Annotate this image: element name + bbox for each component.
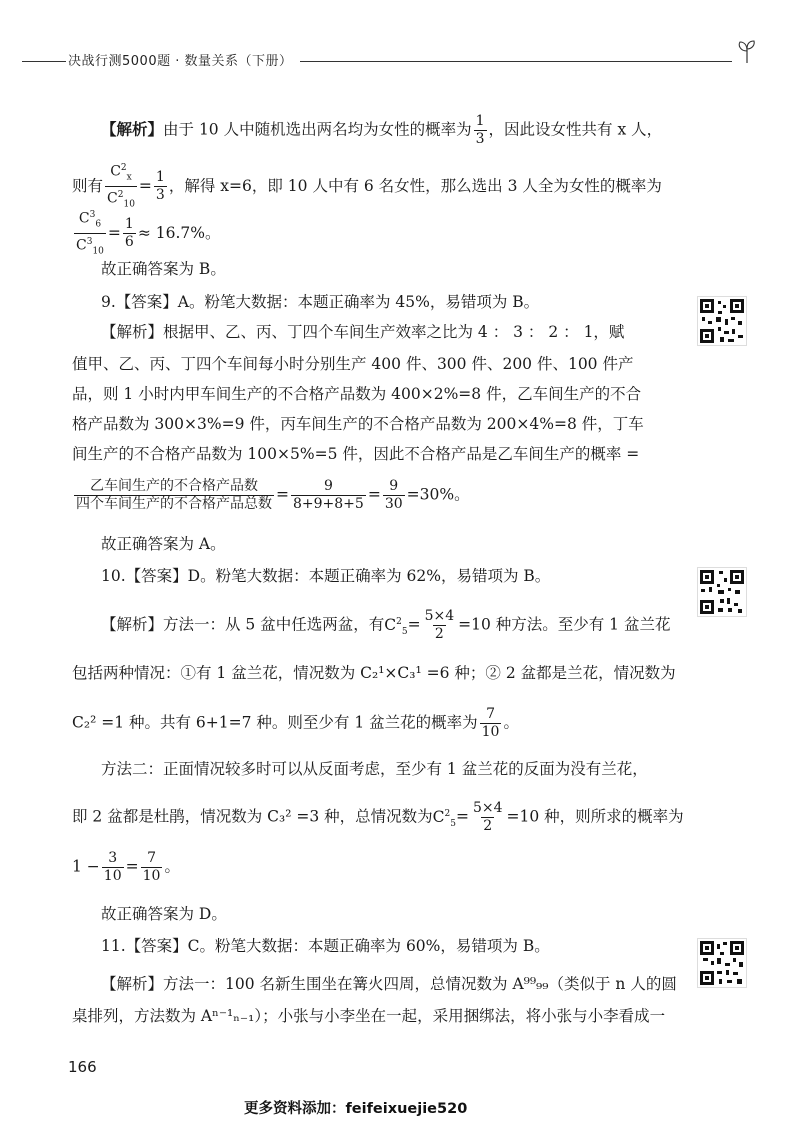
fraction bbox=[383, 478, 405, 513]
fraction bbox=[474, 113, 487, 148]
text: 则有 bbox=[72, 176, 104, 195]
q10-method2-line1: 方法二：正面情况较多时可以从反面考虑，至少有 1 盆兰花的反面为没有兰花， bbox=[101, 760, 648, 778]
q9-analysis-line5: 间生产的不合格产品数为 100×5%=5 件，因此不合格产品是乙车间生产的概率 = bbox=[72, 445, 640, 463]
numerator: 5×4 bbox=[472, 800, 503, 816]
text: 。 bbox=[164, 857, 180, 876]
text: ≈ 16.7%。 bbox=[137, 223, 221, 242]
analysis-q8-line1 bbox=[101, 113, 662, 148]
q9-analysis-line1: 【解析】根据甲、乙、丙、丁四个车间生产效率之比为 4 ： 3 ： 2 ： 1，赋 bbox=[101, 323, 625, 341]
numerator: 3 bbox=[108, 850, 118, 866]
q9-answer: 9.【答案】A。粉笔大数据：本题正确率为 45%，易错项为 B。 bbox=[101, 293, 540, 311]
q10-analysis-line1: 【解析】方法一：从 5 盆中任选两盆，有$C^2_5=$ $\frac{5\times 4}{2}$ =10 种方法。至少有 1 盆兰花 bbox=[101, 608, 671, 642]
q9-analysis-line2: 值甲、乙、丙、丁四个车间每小时分别生产 400 件、300 件、200 件、100 件产 bbox=[72, 355, 634, 373]
qr-code[interactable] bbox=[697, 567, 747, 617]
q10-analysis-line3 bbox=[72, 706, 519, 741]
q10-answer: 10.【答案】D。粉笔大数据：本题正确率为 62%，易错项为 B。 bbox=[101, 567, 551, 585]
q9-analysis-line6: $\frac{\text{乙车间生产的不合格产品数}}{\text{四个车间生产的不合格产品总数}}$ = $\frac{9}{8+9+8+5}$ = $\frac{9}{30}$ =30%。 bbox=[76, 478, 470, 512]
analysis-label: 【解析】 bbox=[101, 120, 164, 139]
text: 。 bbox=[503, 713, 519, 732]
text: 【解析】方法一：从 5 盆中任选两盆，有 bbox=[101, 615, 385, 634]
denominator: 2 bbox=[434, 626, 444, 642]
q9-analysis-line3: 品，则 1 小时内甲车间生产的不合格产品数为 400×2%=8 件，乙车间生产的不合 bbox=[72, 385, 642, 403]
fraction bbox=[154, 169, 167, 204]
denominator: $C^3_{10}$ bbox=[74, 233, 106, 260]
denominator: 6 bbox=[124, 234, 134, 251]
text: =10 种方法。至少有 1 盆兰花 bbox=[458, 615, 671, 634]
denominator: 30 bbox=[384, 496, 403, 512]
text: =10 种，则所求的概率为 bbox=[506, 807, 684, 826]
numerator: 乙车间生产的不合格产品数 bbox=[90, 478, 258, 494]
denominator: $C^2_{10}$ bbox=[105, 186, 137, 213]
header-rule-right bbox=[300, 61, 732, 62]
analysis-q8-line3: $\frac{C^3_6}{C^3_{10}}$ = $\frac{1}{6}$ ≈ 16.7%。 bbox=[72, 207, 220, 261]
text: C₂² =1 种。共有 6+1=7 种。则至少有 1 盆兰花的概率为 bbox=[72, 713, 478, 732]
text: ，因此设女性共有 x 人， bbox=[488, 120, 663, 139]
text: 1 − bbox=[72, 857, 100, 876]
qr-code[interactable] bbox=[697, 296, 747, 346]
fraction bbox=[480, 706, 502, 741]
numerator: $C^3_6$ bbox=[78, 210, 102, 230]
book-title: 决战行测5000题 · 数量关系（下册） bbox=[68, 54, 293, 69]
text: =30%。 bbox=[406, 485, 470, 504]
fraction-c42-c102 bbox=[105, 160, 137, 214]
combination-c52: $C^2_5$ bbox=[432, 807, 456, 829]
q8-conclusion: 故正确答案为 B。 bbox=[101, 260, 226, 278]
footer-note: 更多资料添加：feifeixuejie520 bbox=[244, 1101, 468, 1117]
q10-analysis-line2: 包括两种情况：①有 1 盆兰花，情况数为 C₂¹×C₃¹ =6 种；② 2 盆都是兰花，情况数为 bbox=[72, 664, 676, 682]
text: 由于 10 人中随机选出两名均为女性的概率为 bbox=[163, 120, 472, 139]
denominator: 10 bbox=[103, 868, 122, 884]
fraction bbox=[291, 478, 366, 513]
page-number: 166 bbox=[68, 1058, 97, 1076]
numerator: 7 bbox=[147, 850, 156, 866]
q10-method2-line3: 1 − $\frac{3}{10}$ = $\frac{7}{10}$ 。 bbox=[72, 850, 180, 884]
numerator: 1 bbox=[155, 169, 165, 186]
numerator: 5×4 bbox=[424, 608, 455, 624]
denominator: 8+9+8+5 bbox=[293, 496, 364, 512]
denominator: 3 bbox=[155, 187, 165, 204]
denominator: 10 bbox=[142, 868, 161, 884]
numerator: 1 bbox=[475, 113, 485, 129]
fraction bbox=[102, 850, 124, 885]
q11-analysis-line2: 桌排列，方法数为 Aⁿ⁻¹ₙ₋₁）；小张与小李坐在一起，采用捆绑法，将小张与小李看成一 bbox=[72, 1007, 666, 1025]
denominator: 2 bbox=[483, 818, 493, 834]
numerator: 9 bbox=[323, 478, 333, 494]
numerator: 7 bbox=[486, 706, 495, 722]
text: ，解得 x=6，即 10 人中有 6 名女性，那么选出 3 人全为女性的概率为 bbox=[168, 176, 662, 195]
text: 即 2 盆都是杜鹃，情况数为 C₃² =3 种，总情况数为 bbox=[72, 807, 433, 826]
header-rule-left bbox=[22, 61, 66, 62]
q10-method2-line2: 即 2 盆都是杜鹃，情况数为 C₃² =3 种，总情况数为$C^2_5=$ $\frac{5\times 4}{2}$ =10 种，则所求的概率为 bbox=[72, 800, 684, 834]
fraction bbox=[123, 216, 136, 251]
q9-conclusion: 故正确答案为 A。 bbox=[101, 535, 226, 553]
numerator: 9 bbox=[389, 478, 399, 494]
denominator: 3 bbox=[475, 131, 485, 147]
denominator: 四个车间生产的不合格产品总数 bbox=[76, 496, 272, 512]
fraction bbox=[423, 608, 457, 643]
numerator: $C^2_x$ bbox=[110, 163, 132, 183]
q10-conclusion: 故正确答案为 D。 bbox=[101, 905, 227, 923]
fraction bbox=[141, 850, 163, 885]
q11-answer: 11.【答案】C。粉笔大数据：本题正确率为 60%，易错项为 B。 bbox=[101, 937, 550, 955]
qr-code[interactable] bbox=[697, 938, 747, 988]
fraction bbox=[74, 478, 274, 513]
numerator: 1 bbox=[124, 216, 134, 233]
denominator: 10 bbox=[481, 724, 500, 740]
fraction-c63-c103 bbox=[74, 207, 106, 261]
q11-analysis-line1: 【解析】方法一：100 名新生围坐在篝火四周，总情况数为 A⁹⁹₉₉（类似于 n 人的圆 bbox=[101, 975, 677, 993]
analysis-q8-line2: 则有 $\frac{C^2_x}{C^2_{10}}$ = $\frac{1}{3}$ ，解得 x=6，即 10 人中有 6 名女性，那么选出 3 人全为女性的概率为 bbox=[72, 160, 662, 214]
q9-analysis-line4: 格产品数为 300×3%=9 件，丙车间生产的不合格产品数为 200×4%=8 件，丁车 bbox=[72, 415, 644, 433]
fraction bbox=[471, 800, 505, 835]
sprout-icon bbox=[736, 38, 758, 68]
combination-c52: $C^2_5$ bbox=[384, 615, 408, 637]
